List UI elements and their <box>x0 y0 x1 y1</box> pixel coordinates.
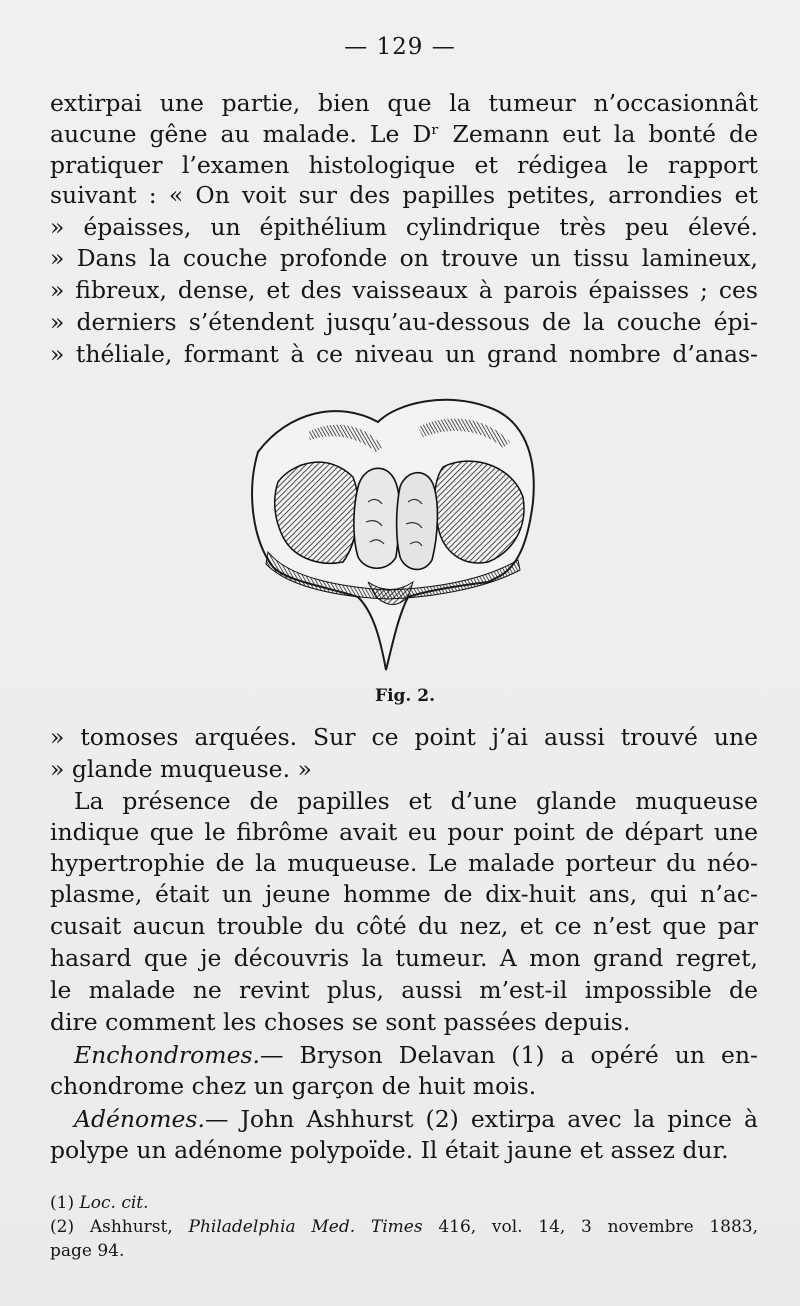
footnote-1 <box>50 1192 758 1214</box>
section-heading-adenomes: Adénomes. <box>74 1105 205 1133</box>
text-line: chondrome chez un garçon de huit mois. <box>50 1072 537 1100</box>
text-line: » glande muqueuse. » <box>50 755 312 783</box>
text-line: hasard que je découvris la tumeur. A mon grand regret, <box>50 944 758 972</box>
text-line: » théliale, formant à ce niveau un grand nombre d’anas- <box>50 340 758 368</box>
text-line: extirpai une partie, bien que la tumeur n’occasionnât <box>50 89 758 117</box>
footnote-2-continued: page 94. <box>50 1241 125 1261</box>
text-line: indique que le fibrôme avait eu pour point de départ une <box>50 818 758 846</box>
text-line: hypertrophie de la muqueuse. Le malade porteur du néo- <box>50 849 758 877</box>
footnote-marker: (2) <box>50 1217 75 1237</box>
section-heading-enchondromes: Enchondromes. <box>74 1041 261 1069</box>
adenomes-line <box>74 1104 758 1134</box>
text-line: » épaisses, un épithélium cylindrique très peu élevé. <box>50 213 758 241</box>
text-line: suivant : « On voit sur des papilles petites, arrondies et <box>50 181 758 209</box>
text-line: dire comment les choses se sont passées depuis. <box>50 1008 631 1036</box>
text-line: polype un adénome polypoïde. Il était jaune et assez dur. <box>50 1136 729 1164</box>
text-line: » tomoses arquées. Sur ce point j’ai aussi trouvé une <box>50 723 758 751</box>
text-line: pratiquer l’examen histologique et rédigea le rapport <box>50 151 758 179</box>
text-line: » derniers s’étendent jusqu’au-dessous de la couche épi- <box>50 308 758 336</box>
footnote-text: 416, vol. 14, 3 novembre 1883, <box>438 1217 759 1237</box>
nasal-tumor-engraving <box>248 392 548 674</box>
page-number: — 129 — <box>344 34 456 60</box>
figure-caption: Fig. 2. <box>375 686 435 706</box>
text-line: aucune gêne au malade. Le Dʳ Zemann eut la bonté de <box>50 120 758 148</box>
enchondromes-line <box>74 1040 758 1070</box>
adenomes-text: — John Ashhurst (2) extirpa avec la pince à <box>204 1105 758 1133</box>
text-line: » fibreux, dense, et des vaisseaux à parois épaisses ; ces <box>50 276 758 304</box>
enchondromes-text: — Bryson Delavan (1) a opéré un en- <box>260 1041 758 1069</box>
footnote-marker: (1) <box>50 1193 75 1213</box>
text-line: le malade ne revint plus, aussi m’est-il impossible de <box>50 976 758 1004</box>
footnote-journal: Philadelphia Med. Times <box>188 1217 423 1237</box>
paragraph-first-line: La présence de papilles et d’une glande muqueuse <box>74 787 758 815</box>
text-line: cusait aucun trouble du côté du nez, et ce n’est que par <box>50 912 758 940</box>
footnote-2 <box>50 1216 758 1238</box>
text-line: plasme, était un jeune homme de dix-huit ans, qui n’ac- <box>50 880 758 908</box>
text-line: » Dans la couche profonde on trouve un tissu lamineux, <box>50 244 758 272</box>
footnote-author: Ashhurst, <box>89 1217 173 1237</box>
footnote-text: Loc. cit. <box>79 1193 149 1213</box>
